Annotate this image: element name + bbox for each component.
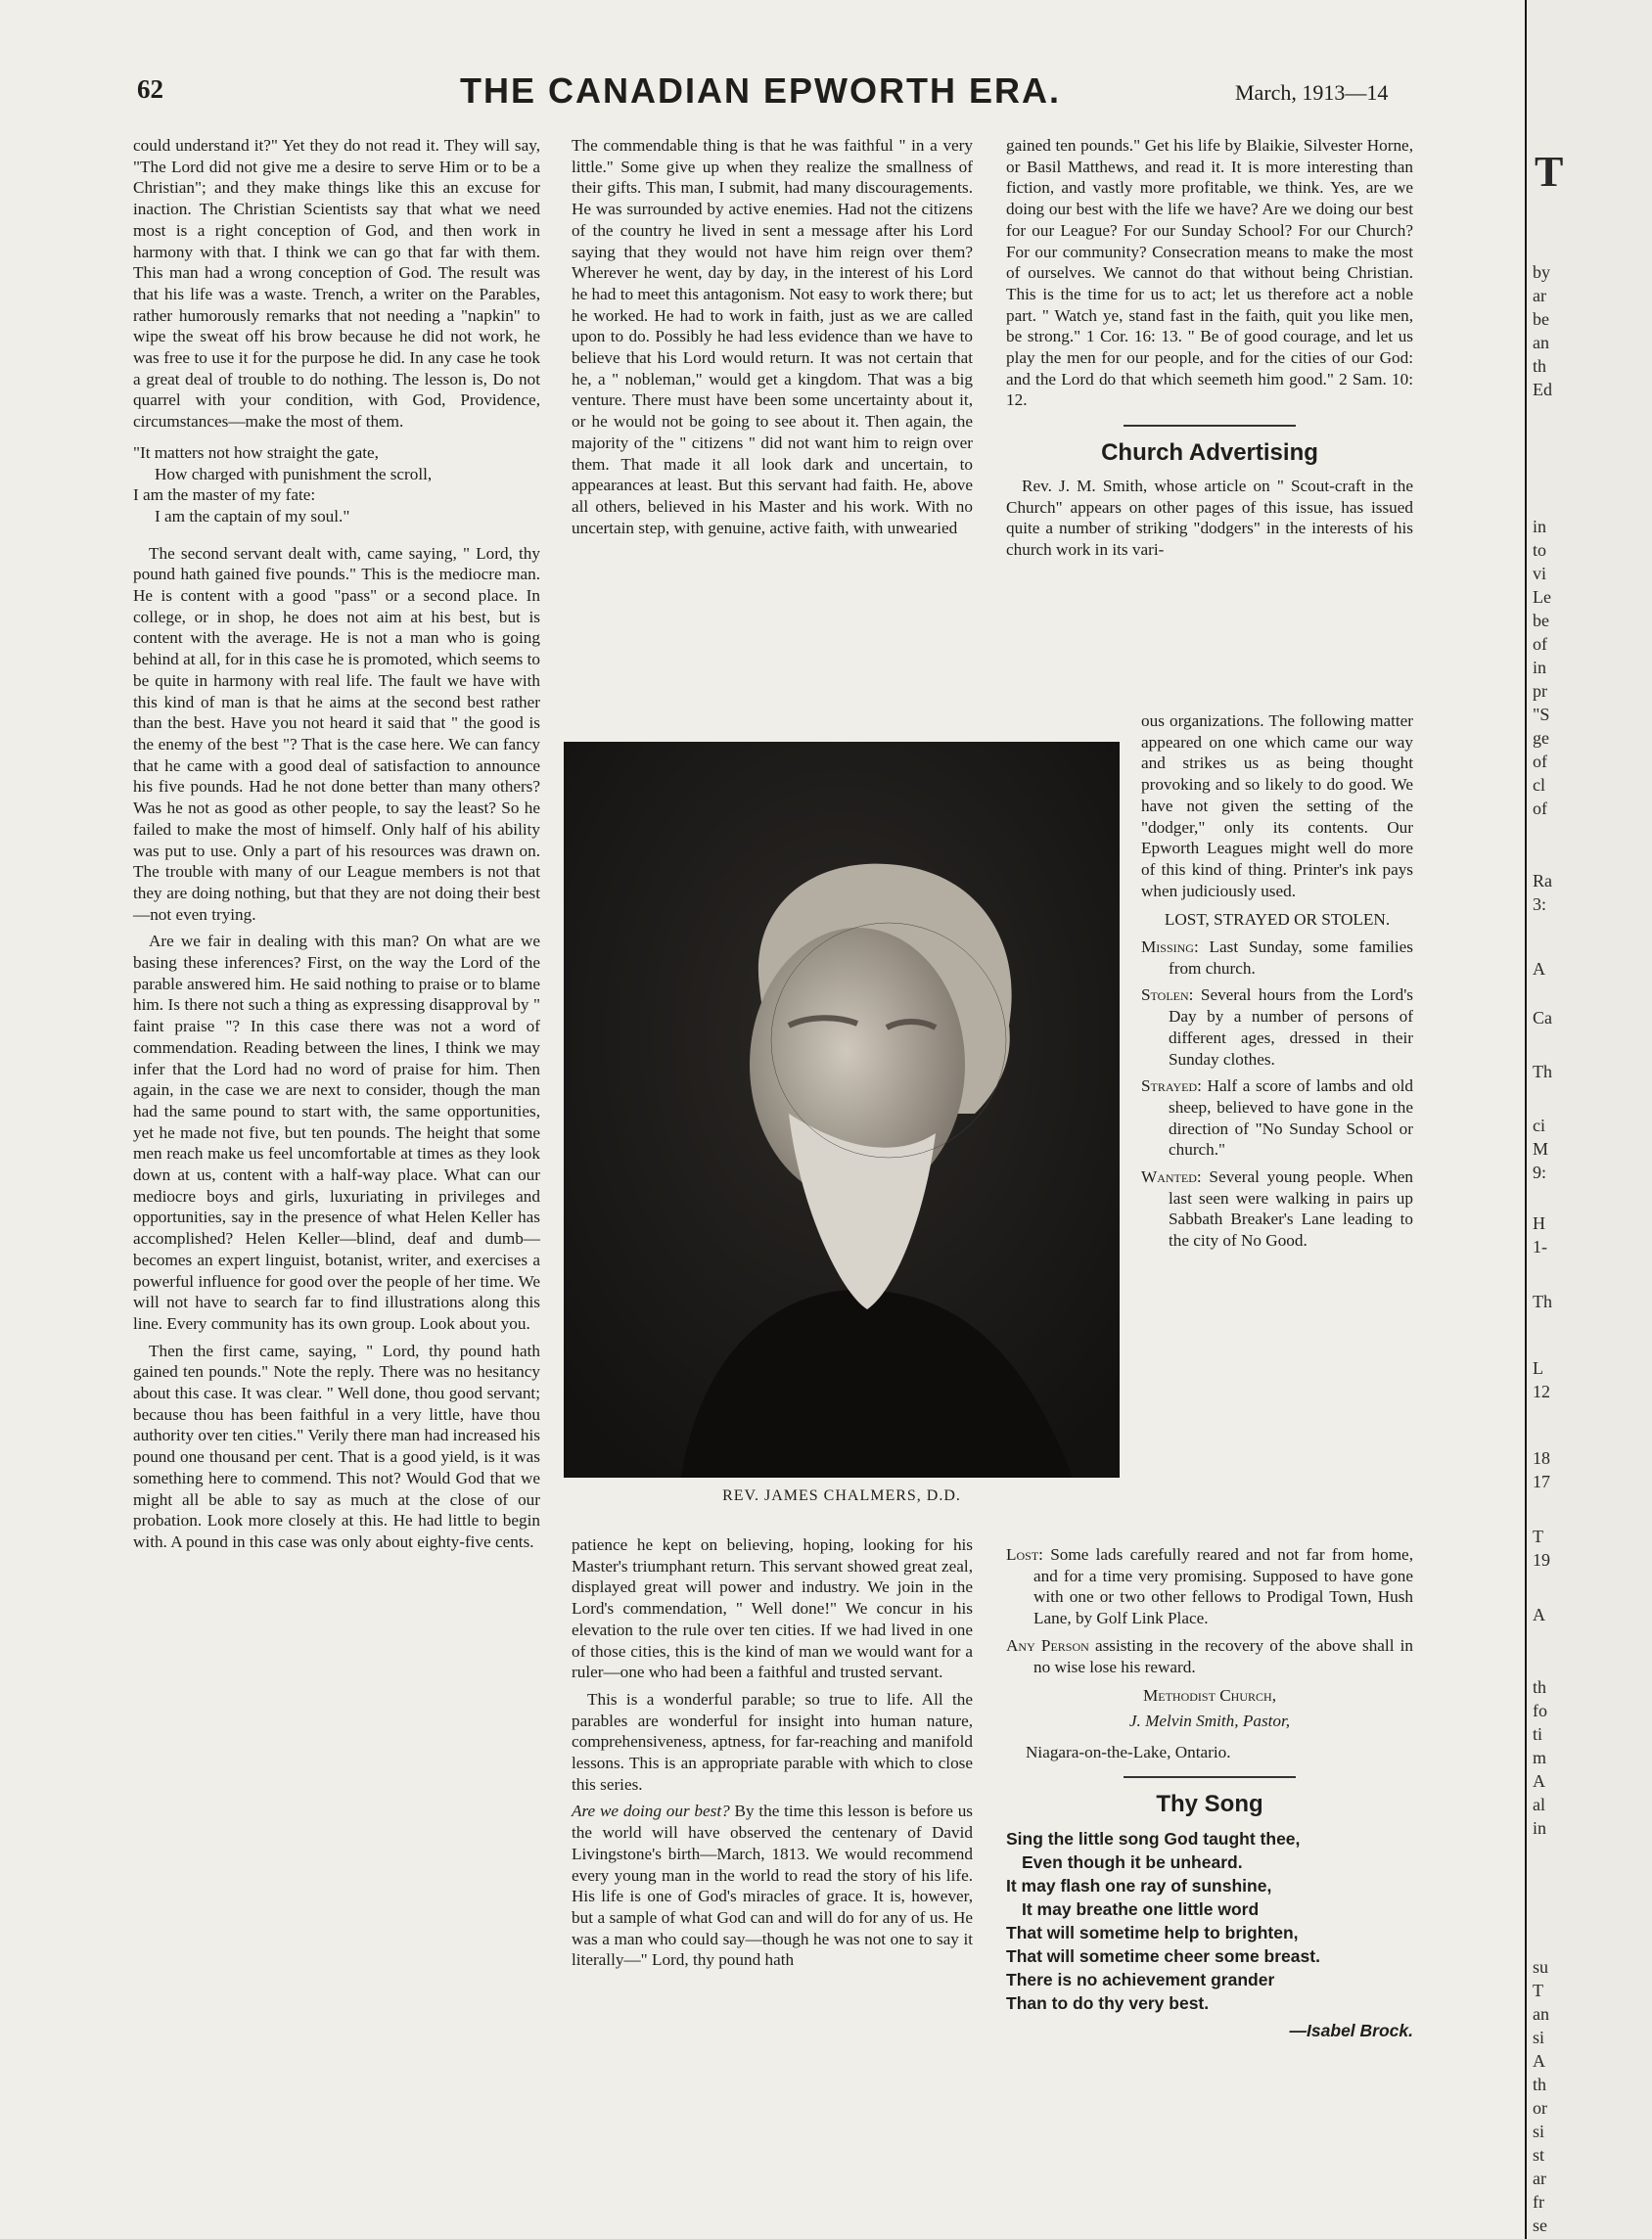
entry-label: Wanted: xyxy=(1141,1167,1202,1187)
next-page-strip xyxy=(1527,0,1652,2239)
next-page-fragment: 1- xyxy=(1533,1237,1547,1257)
next-page-fragment: of xyxy=(1533,799,1547,818)
next-page-fragment: of xyxy=(1533,752,1547,771)
next-page-fragment: th xyxy=(1533,1677,1547,1697)
next-page-fragment: in xyxy=(1533,517,1547,536)
next-page-fragment: st xyxy=(1533,2145,1545,2165)
entry-text: Half a score of lambs and old sheep, believed to have gone in the direction of "No Sunday School or church." xyxy=(1169,1076,1413,1160)
thy-song-heading: Thy Song xyxy=(1156,1791,1263,1818)
paragraph: This is a wonderful parable; so true to life. All the parables are wonderful for insight into human nature, comprehensiveness, aptness, for far-reaching and manifold lessons. This is an appropriate parable with which to close this series. xyxy=(572,1689,973,1794)
next-page-fragment: pr xyxy=(1533,681,1547,701)
paragraph-text: By the time this lesson is before us the world will have observed the centenary of David Livingstone's birth—March, 1813. We would recommend every young man in the world to read the story of his life. His life is one of God's miracles of grace. It is, however, but a sample of what God can and will do for any of us. He was a man who could say—though he was not one to say it literally—" Lord, thy pound hath xyxy=(572,1802,973,1970)
song-line: It may flash one ray of sunshine, xyxy=(1006,1876,1272,1896)
song-poem xyxy=(1006,1827,1413,2042)
next-page-fragment: A xyxy=(1533,959,1545,979)
next-page-fragment: ge xyxy=(1533,728,1549,748)
column-1 xyxy=(133,135,540,1559)
signature-place: Niagara-on-the-Lake, Ontario. xyxy=(1026,1742,1231,1761)
entry-text: assisting in the recovery of the above shall in no wise lose his reward. xyxy=(1033,1635,1413,1676)
section-divider xyxy=(1124,425,1296,427)
church-advertising-heading: Church Advertising xyxy=(1101,439,1318,467)
signature-church: Methodist Church, xyxy=(1142,1686,1276,1706)
next-page-fragment: be xyxy=(1533,309,1549,329)
next-page-fragment: to xyxy=(1533,540,1547,560)
song-line: Than to do thy very best. xyxy=(1006,1993,1210,2014)
next-page-fragment: cl xyxy=(1533,775,1545,795)
next-page-fragment: Th xyxy=(1533,1062,1552,1081)
next-page-fragment: fr xyxy=(1533,2192,1544,2212)
next-page-fragment: 19 xyxy=(1533,1550,1550,1570)
next-page-fragment: se xyxy=(1533,2216,1547,2235)
song-line: Sing the little song God taught thee, xyxy=(1006,1829,1301,1850)
next-page-fragment: 12 xyxy=(1533,1382,1550,1401)
next-page-fragment: or xyxy=(1533,2098,1547,2118)
column-2-top xyxy=(572,135,973,544)
next-page-fragment: si xyxy=(1533,2028,1545,2047)
dodger-entry xyxy=(1141,937,1413,979)
poem-line: How charged with punishment the scroll, xyxy=(155,464,433,483)
next-page-fragment: of xyxy=(1533,634,1547,654)
next-page-fragment: A xyxy=(1533,1605,1545,1624)
photo-caption: REV. JAMES CHALMERS, D.D. xyxy=(722,1487,961,1504)
next-page-fragment: 3: xyxy=(1533,894,1547,914)
next-page-fragment: si xyxy=(1533,2122,1545,2141)
page-header xyxy=(0,0,1525,147)
paragraph: ous organizations. The following matter appeared on one which came our way and strikes us as being thought provoking and so likely to do good. We have not given the setting of the "dodger," only its contents. Our Epworth Leagues might well do more of this kind of thing. Printer's ink pays when judiciously used. xyxy=(1141,711,1413,900)
next-page-fragment: T xyxy=(1535,148,1564,196)
next-page-fragment: T xyxy=(1533,1981,1543,2000)
dodger-title: LOST, STRAYED OR STOLEN. xyxy=(1164,910,1391,930)
next-page-fragment: H xyxy=(1533,1213,1545,1233)
next-page-fragment: Ed xyxy=(1533,380,1552,399)
next-page-fragment: ti xyxy=(1533,1724,1543,1744)
quoted-poem xyxy=(133,442,540,527)
poem-line: I am the captain of my soul." xyxy=(155,506,350,525)
dodger-entry xyxy=(1006,1544,1413,1629)
column-3-narrow xyxy=(1141,710,1413,1257)
next-page-fragment: m xyxy=(1533,1748,1547,1767)
next-page-fragment: A xyxy=(1533,2051,1545,2071)
poem-line: I am the master of my fate: xyxy=(133,485,316,505)
next-page-fragment: ar xyxy=(1533,286,1546,305)
portrait-image xyxy=(564,742,1120,1478)
italic-phrase: Are we doing our best? xyxy=(572,1802,730,1821)
next-page-fragment: be xyxy=(1533,611,1549,630)
entry-text: Some lads carefully reared and not far from home, and for a time very promising. Supposed to have gone with one or two other fellows to Prodigal Town, Hush Lane, by Golf Link Place. xyxy=(1033,1545,1413,1628)
next-page-fragment: 17 xyxy=(1533,1472,1550,1491)
song-author: —Isabel Brock. xyxy=(1289,2021,1413,2041)
next-page-fragment: al xyxy=(1533,1795,1545,1814)
next-page-fragment: L xyxy=(1533,1358,1543,1378)
next-page-fragment: in xyxy=(1533,658,1547,677)
paragraph: patience he kept on believing, hoping, looking for his Master's triumphant return. This servant showed great zeal, displayed great will power and industry. We join in the Lord's commendation, " Well done!" We concur in his elevation to the rule over ten cities. If we had lived in one of those cities, this is the kind of man we would want for a ruler—one who had been a faithful and trusted servant. xyxy=(572,1535,973,1682)
dodger-entry xyxy=(1141,1075,1413,1161)
song-line: Even though it be unheard. xyxy=(1022,1852,1243,1873)
next-page-fragment: ci xyxy=(1533,1116,1545,1135)
next-page-fragment: su xyxy=(1533,1957,1549,1977)
column-2-bottom xyxy=(572,1534,973,1977)
entry-label: Stolen: xyxy=(1141,985,1194,1005)
next-page-fragment: th xyxy=(1533,2075,1547,2094)
portrait-photo xyxy=(564,742,1120,1478)
paragraph: Then the first came, saying, " Lord, thy pound hath gained ten pounds." Note the reply. There was no hesitancy about this case. It was clear. " Well done, thou good servant; because thou has been faithful in a very little, have thou authority over ten cities." Verily there man had increased his pound one thousand per cent. That is a good yield, is it was something here to commend. This not? Would God that we might all be able to say as much at the close of our probation. Look more closely at this. He had little to begin with. A pound in this case was only about eighty-five cents. xyxy=(133,1341,540,1551)
song-line: It may breathe one little word xyxy=(1022,1899,1260,1920)
paragraph xyxy=(572,1801,973,1971)
next-page-fragment: an xyxy=(1533,2004,1549,2024)
dodger-entry xyxy=(1141,984,1413,1070)
next-page-fragment: Ca xyxy=(1533,1008,1552,1028)
next-page-fragment: T xyxy=(1533,1527,1543,1546)
entry-text: Several young people. When last seen were walking in pairs up Sabbath Breaker's Lane leading to the city of No Good. xyxy=(1169,1167,1413,1251)
paragraph: Are we fair in dealing with this man? On what are we basing these inferences? First, on the way the Lord of the parable answered him. He said nothing to praise or to blame him. Is there not such a thing as expressing disapproval by " faint praise "? In this case there was not a word of commendation. Reading between the lines, I think we may infer that the Lord had no word of praise for him. Then again, in the case we are next to consider, though the man had the same pound to start with, the same opportunities, yet he made not five, but ten pounds. The height that some men reach make us feel uncomfortable at times as they look down at us, content with a half-way place. What can our mediocre boys and girls, luxuriating in privileges and opportunities, say in the presence of what Helen Keller has accomplished? Helen Keller—blind, deaf and dumb—becomes an expert linguist, botanist, writer, and exercises a powerful influence for good over the people of her time. We will not have to search far to find illustrations along this line. Every community has its own group. Look about you. xyxy=(133,932,540,1333)
magazine-title: THE CANADIAN EPWORTH ERA. xyxy=(460,70,1061,111)
poem-line: "It matters not how straight the gate, xyxy=(133,442,379,462)
dodger-entry xyxy=(1006,1635,1413,1677)
next-page-fragment: "S xyxy=(1533,705,1550,724)
next-page-fragment: M xyxy=(1533,1139,1549,1159)
column-3-top xyxy=(1006,135,1413,567)
song-line: That will sometime help to brighten, xyxy=(1006,1923,1299,1943)
paragraph: The second servant dealt with, came saying, " Lord, thy pound hath gained five pounds." This is the mediocre man. He is content with a good "pass" or a second place. In college, or in shop, he does not aim at his best, but is content with the average. He is not a man who is going behind at all, for in this case he is promoted, which seems to be quite in harmony with real life. The fault we have with this kind of man is that he aims at the second best rather than the best. Have you not heard it said that " the good is the enemy of the best "? That is the case here. We can fancy that he came with a good deal of satisfaction to announce his five pounds. Had he not done better than many others? Was he not as good as other people, to say the least? So he failed to make the most of himself. Only half of his ability was put to use. Only a part of his resources was drawn on. The trouble with many of our League members is not that they are doing nothing, but that they are not doing their best—not even trying. xyxy=(133,543,540,924)
next-page-fragment: Th xyxy=(1533,1292,1552,1311)
issue-date: March, 1913—14 xyxy=(1235,80,1389,105)
page-number: 62 xyxy=(137,74,163,104)
next-page-fragment: by xyxy=(1533,262,1550,282)
entry-label: Any Person xyxy=(1006,1635,1089,1655)
section-divider xyxy=(1124,1776,1296,1778)
next-page-fragment: fo xyxy=(1533,1701,1547,1720)
song-line: There is no achievement grander xyxy=(1006,1970,1275,1990)
next-page-fragment: Ra xyxy=(1533,871,1552,891)
entry-text: Several hours from the Lord's Day by a number of persons of different ages, dressed in their Sunday clothes. xyxy=(1169,985,1413,1069)
next-page-fragment: 9: xyxy=(1533,1163,1547,1182)
entry-label: Strayed: xyxy=(1141,1076,1202,1096)
next-page-fragment: Le xyxy=(1533,587,1551,607)
song-line: That will sometime cheer some breast. xyxy=(1006,1946,1320,1967)
paragraph: Rev. J. M. Smith, whose article on " Scout-craft in the Church" appears on other pages of this issue, has issued quite a number of striking "dodgers" in the interests of his church work in its vari- xyxy=(1006,476,1413,559)
paragraph: The commendable thing is that he was faithful " in a very little." Some give up when they realize the smallness of their gifts. This man, I submit, had many discouragements. He was surrounded by active enemies. Had not the citizens of the country he lived in sent a message after his Lord saying that they would not have him reign over them? Wherever he went, day by day, in the interest of his Lord he had to meet this antagonism. Not easy to work there; but he worked. He had to work in faith, just as we are called upon to do. Possibly he had less evidence than we have to believe that his Lord would return. It was not certain that he, a " nobleman," would get a kingdom. That was a big venture. There must have been some uncertainty about it, or he would not be going to see about it. Then again, the majority of the " citizens " did not want him to reign over them. That made it all look dark and uncertain, to appearances at least. But this servant had faith. He, above all others, believed in his Master and his work. With no uncertain step, with genuine, active faith, with unwearied xyxy=(572,136,973,537)
next-page-fragment: vi xyxy=(1533,564,1547,583)
next-page-fragment: ar xyxy=(1533,2169,1546,2188)
entry-label: Lost: xyxy=(1006,1545,1043,1564)
dodger-entry xyxy=(1141,1166,1413,1252)
column-3-bottom xyxy=(1006,1544,1413,2042)
next-page-fragment: in xyxy=(1533,1818,1547,1838)
signature-pastor: J. Melvin Smith, Pastor, xyxy=(1128,1711,1291,1730)
entry-text: Last Sunday, some families from church. xyxy=(1169,937,1413,978)
next-page-fragment: th xyxy=(1533,356,1547,376)
next-page-fragment: an xyxy=(1533,333,1549,352)
entry-label: Missing: xyxy=(1141,937,1199,957)
paragraph: gained ten pounds." Get his life by Blaikie, Silvester Horne, or Basil Matthews, and read it. It is more interesting than fiction, and vastly more profitable, we think. Yes, are we doing our best with the life we have? Are we doing our best for our League? For our Sunday School? For our Church? For our community? Consecration means to make the most of ourselves. We cannot do that without being Christian. This is the time for us to act; let us therefore act a noble part. " Watch ye, stand fast in the faith, quit you like men, be strong." 1 Cor. 16: 13. " Be of good courage, and let us play the men for our people, and for the cities of our God: and the Lord do that which seemeth him good." 2 Sam. 10: 12. xyxy=(1006,136,1413,410)
next-page-fragment: 18 xyxy=(1533,1448,1550,1468)
next-page-fragment: A xyxy=(1533,1771,1545,1791)
paragraph: could understand it?" Yet they do not read it. They will say, "The Lord did not give me a desire to serve Him or to be a Christian"; and they make things like this an excuse for inaction. The Christian Scientists say that what we need most is a right conception of God, and then work in harmony with that. I think we can go that far with them. This man had a wrong conception of God. The result was that his life was a waste. Trench, a writer on the Parables, rather humorously remarks that not needing a "napkin" to wipe the sweat off his brow because he did not work, he was free to use it for the purpose he did. In any case he took a great deal of trouble to do nothing. The lesson is, Do not quarrel with your condition, with God, Providence, circumstances—make the most of them. xyxy=(133,136,540,432)
